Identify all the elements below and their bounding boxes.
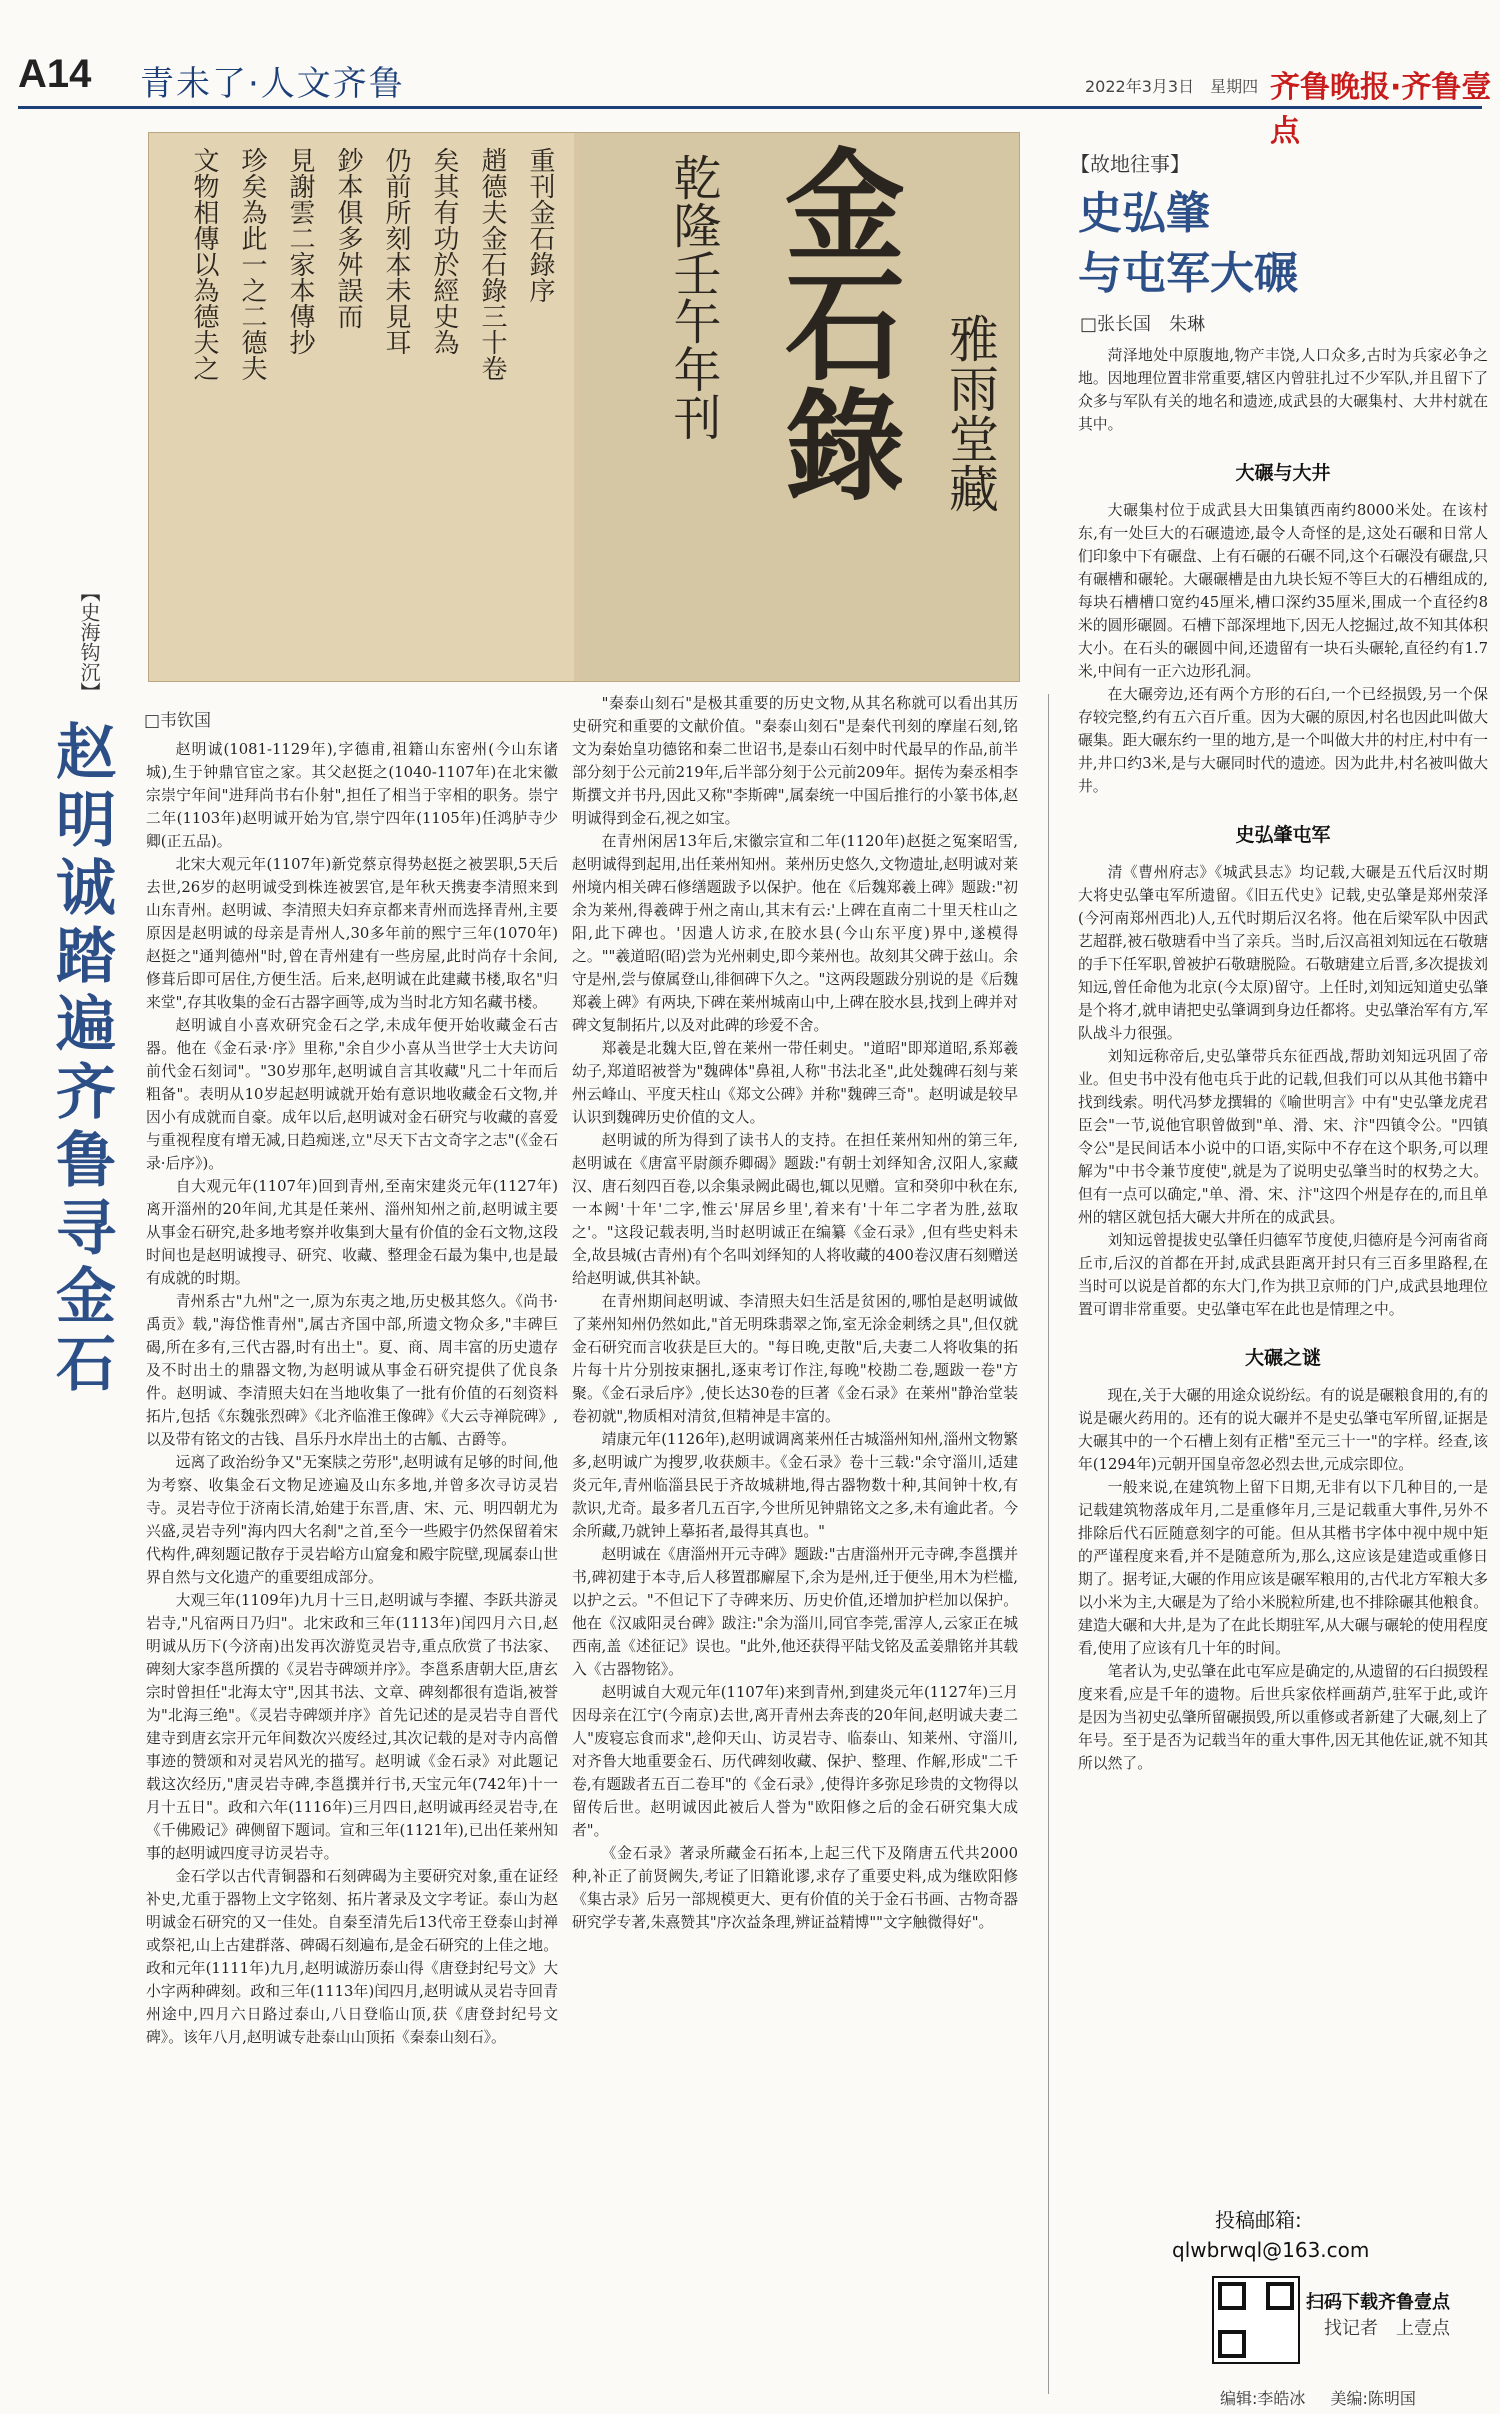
- right-headline: [1078, 184, 1298, 304]
- paragraph: 在大碾旁边,还有两个方形的石臼,一个已经损毁,另一个保存较完整,约有五六百斤重。因为大碾的原因,村名也因此叫做大碾集。距大碾东约一里的地方,是一个叫做大井的村庄,村中有一井,井口约3米,是与大碾同时代的遗迹。因为此井,村名被叫做大井。: [1078, 686, 1488, 795]
- paragraph: 赵明诚自小喜欢研究金石之学,未成年便开始收藏金石古器。他在《金石录·序》里称,"余自少小喜从当世学士大夫访问前代金石刻词"。"30岁那年,赵明诚自言其收藏"凡二十年而后粗备"。表明从10岁起赵明诚就开始有意识地收藏金石文物,并因小有成就而自豪。成年以后,赵明诚对金石研究与收藏的喜爱与重视程度有增无减,日趋痴迷,立"尽天下古文奇字之志"(《金石录·后序》)。: [146, 1017, 558, 1172]
- paragraph: 《金石录》著录所藏金石拓本,上起三代下及隋唐五代共2000种,补正了前贤阙失,考证了旧籍讹谬,求存了重要史料,成为继欧阳修《集古录》后另一部规模更大、更有价值的关于金石书画、古物奇器研究学专著,朱熹赞其"序次益条理,辨证益精博""文字触微得好"。: [572, 1845, 1018, 1931]
- credits: [1220, 2386, 1436, 2409]
- paragraph: 赵明诚(1081-1129年),字德甫,祖籍山东密州(今山东诸城),生于钟鼎官宦之家。其父赵挺之(1040-1107年)在北宋徽宗崇宁年间"进拜尚书右仆射",担任了相当于宰相的职务。崇宁二年(1103年)赵明诚开始为官,崇宁四年(1105年)任鸿胪寺少卿(正五品)。: [146, 741, 558, 850]
- section-1: [1078, 499, 1488, 798]
- newspaper-brand: 齐鲁晚报·齐鲁壹点: [1270, 70, 1492, 149]
- book-text-column: 鈔本俱多舛誤而: [333, 147, 363, 329]
- paragraph: 笔者认为,史弘肇在此屯军应是确定的,从遗留的石臼损毁程度来看,应是千年的遗物。后世兵家依样画葫芦,驻军于此,或许是因为当初史弘肇所留碾损毁,所以重修或者新建了大碾,刻上了年号。至于是否为记载当年的重大事件,因无其他佐证,就不知其所以然了。: [1078, 1663, 1488, 1772]
- paragraph: 大碾集村位于成武县大田集镇西南约8000米处。在该村东,有一处巨大的石碾遗迹,最令人奇怪的是,这处石碾和日常人们印象中下有碾盘、上有石碾的石碾不同,这个石碾没有碾盘,只有碾槽和碾轮。大碾碾槽是由九块长短不等巨大的石槽组成的,每块石槽槽口宽约45厘米,槽口深约35厘米,围成一个直径约8米的圆形碾圆。石槽下部深埋地下,因无人挖掘过,故不知其体积大小。在石头的碾圆中间,还遗留有一块石头碾轮,直径约有1.7米,中间有一正六边形孔洞。: [1078, 502, 1488, 680]
- book-left-page: [149, 133, 574, 681]
- page-number: A14: [18, 52, 92, 96]
- book-title: 金石錄: [765, 143, 906, 503]
- book-left-text: [180, 147, 564, 667]
- submission-email[interactable]: qlwbrwql@163.com: [1172, 2238, 1370, 2262]
- jinshilu-book-photo: [148, 132, 1020, 682]
- paragraph: 在青州期间赵明诚、李清照夫妇生活是贫困的,哪怕是赵明诚做了莱州知州仍然如此,"首无明珠翡翠之饰,室无涂金刺绣之具",但仅就金石研究而言收获是巨大的。"每日晚,吏散"后,夫妻二人将收集的拓片每十片分别按束捆扎,逐束考订作注,每晚"校勘二卷,题跋一卷"方聚。《金石录后序》,使长达30卷的巨著《金石录》在莱州"静治堂装卷初就",物质相对清贫,但精神是丰富的。: [572, 1293, 1018, 1425]
- paragraph: 刘知远曾提拔史弘肇任归德军节度使,归德府是今河南省商丘市,后汉的首都在开封,成武县距离开封只有三百多里路程,在当时可以说是首都的东大门,作为拱卫京师的门户,成武县地理位置可谓非常重要。史弘肇屯军在此也是情理之中。: [1078, 1232, 1488, 1318]
- headline: 赵明诚踏遍齐鲁寻金石: [46, 720, 116, 1400]
- right-headline-line1: 史弘肇: [1078, 188, 1210, 239]
- paragraph: 现在,关于大碾的用途众说纷纭。有的说是碾粮食用的,有的说是碾火药用的。还有的说大碾并不是史弘肇屯军所留,证据是大碾其中的一个石槽上刻有正楷"至元三十一"的字样。经查,该年(1294年)元朝开国皇帝忽必烈去世,元成宗即位。: [1078, 1387, 1488, 1473]
- book-right-page: [579, 133, 1019, 681]
- paragraph: 郑羲是北魏大臣,曾在莱州一带任刺史。"道昭"即郑道昭,系郑羲幼子,郑道昭被誉为"魏碑体"鼻祖,人称"书法北圣",此处魏碑石刻与莱州云峰山、平度天柱山《郑文公碑》并称"魏碑三奇"。赵明诚是较早认识到魏碑历史价值的文人。: [572, 1040, 1018, 1126]
- paragraph: 青州系古"九州"之一,原为东夷之地,历史极其悠久。《尚书·禹贡》载,"海岱惟青州",属古齐国中部,所遗文物众多,"丰碑巨碣,所在多有,三代古器,时有出土"。夏、商、周丰富的历史遗存及不时出土的鼎器文物,为赵明诚从事金石研究提供了优良条件。赵明诚、李清照夫妇在当地收集了一批有价值的石刻资料拓片,包括《东魏张烈碑》《北齐临淮王像碑》《大云寺禅院碑》,以及带有铭文的古钱、昌乐丹水岸出土的古觚、古爵等。: [146, 1293, 558, 1448]
- paragraph: 远离了政治纷争又"无案牍之劳形",赵明诚有足够的时间,他为考察、收集金石文物足迹遍及山东多地,并曾多次寻访灵岩寺。灵岩寺位于济南长清,始建于东晋,唐、宋、元、明四朝尤为兴盛,灵岩寺列"海内四大名刹"之首,至今一些殿宇仍然保留着宋代构件,碑刻题记散存于灵岩峪方山窟龛和殿宇院壁,现属泰山世界自然与文化遗产的重要组成部分。: [146, 1454, 558, 1586]
- editor-credit: 编辑:李皓冰: [1220, 2389, 1306, 2408]
- paragraph: "秦泰山刻石"是极其重要的历史文物,从其名称就可以看出其历史研究和重要的文献价值。"秦泰山刻石"是秦代刊刻的摩崖石刻,铭文为秦始皇功德铭和秦二世诏书,是泰山石刻中时代最早的作品,前半部分刻于公元前219年,后半部分刻于公元前209年。据传为秦丞相李斯撰文并书丹,因此又称"李斯碑",属秦统一中国后推行的小篆书体,赵明诚得到金石,视之如宝。: [572, 695, 1018, 827]
- book-text-column: 珍矣為此一之二德夫: [237, 147, 267, 381]
- book-text-column: 重刊金石錄序: [525, 147, 555, 303]
- paragraph: 在青州闲居13年后,宋徽宗宣和二年(1120年)赵挺之冤案昭雪,赵明诚得到起用,出任莱州知州。莱州历史悠久,文物遗址,赵明诚对莱州境内相关碑石修缮题跋予以保护。他在《后魏郑羲上碑》题跋:"初余为莱州,得羲碑于州之南山,其末有云:'上碑在直南二十里天柱山之阳,此下碑也。'因遣人访求,在胶水县(今山东平度)界中,遂模得之。""羲道昭(昭)尝为光州刺史,即今莱州也。故刻其父碑于兹山。余守是州,尝与僚属登山,徘徊碑下久之。"这两段题跋分别说的是《后魏郑羲上碑》有两块,下碑在莱州城南山中,上碑在胶水县,找到上碑并对碑文复制拓片,以及对此碑的珍爱不舍。: [572, 833, 1018, 1034]
- column-tag: 【史海钩沉】: [77, 582, 101, 702]
- header-rule: [18, 106, 1482, 109]
- paragraph: 赵明诚的所为得到了读书人的支持。在担任莱州知州的第三年,赵明诚在《唐富平尉颜乔卿碣》题跋:"有朝士刘绎知舍,汉阳人,家藏汉、唐石刻四百卷,以余集录阙此碣也,辄以见赠。宣和癸卯中秋在东,一本阙'十年'二字,惟云'屏居乡里',着来有'十年二字者为胜,兹取之'。"这段记载表明,当时赵明诚正在编纂《金石录》,但有些史料未全,故县城(古青州)有个名叫刘绎知的人将收藏的400卷汉唐石刻赠送给赵明诚,供其补缺。: [572, 1132, 1018, 1287]
- paragraph: 赵明诚自大观元年(1107年)来到青州,到建炎元年(1127年)三月因母亲在江宁(今南京)去世,离开青州去奔丧的20年间,赵明诚夫妻二人"废寝忘食而求",趁仰天山、访灵岩寺、临泰山、知莱州、守淄川,对齐鲁大地重要金石、历代碑刻收藏、保护、整理、作解,形成"二千卷,有题跋者五百二卷耳"的《金石录》,使得许多弥足珍贵的文物得以留传后世。赵明诚因此被后人誉为"欧阳修之后的金石研究集大成者"。: [572, 1684, 1018, 1839]
- qr-code-icon[interactable]: [1212, 2276, 1300, 2364]
- right-headline-line2: 与屯军大碾: [1078, 248, 1298, 299]
- paragraph: 靖康元年(1126年),赵明诚调离莱州任古城淄州知州,淄州文物繁多,赵明诚广为搜罗,收获颇丰。《金石录》卷十三载:"余守淄川,适建炎元年,青州临淄县民于齐故城耕地,得古器物数十种,其间钟十枚,有款识,尤奇。最多者几五百字,今世所见钟鼎铭文之多,未有逾此者。今余所藏,乃就钟上摹拓者,最得其真也。": [572, 1431, 1018, 1540]
- section-2: [1078, 861, 1488, 1321]
- qr-title: 扫码下载齐鲁壹点: [1306, 2292, 1450, 2313]
- paragraph: 大观三年(1109年)九月十三日,赵明诚与李擢、李跃共游灵岩寺,"凡宿两日乃归"。北宋政和三年(1113年)闰四月六日,赵明诚从历下(今济南)出发再次游览灵岩寺,重点欣赏了书法家、碑刻大家李邕所撰的《灵岩寺碑颂并序》。李邕系唐朝大臣,唐玄宗时曾担任"北海太守",因其书法、文章、碑刻都很有造诣,被誉为"北海三绝"。《灵岩寺碑颂并序》首先记述的是灵岩寺自晋代建寺到唐玄宗开元年间数次兴废经过,其次记载的是对寺内高僧事迹的赞颂和对灵岩风光的描写。赵明诚《金石录》对此题记载这次经历,"唐灵岩寺碑,李邕撰并行书,天宝元年(742年)十一月十五日"。政和六年(1116年)三月四日,赵明诚再经灵岩寺,在《千佛殿记》碑侧留下题词。宣和三年(1121年),已出任莱州知事的赵明诚四度寻访灵岩寺。: [146, 1592, 558, 1862]
- book-text-column: 見謝雲二家本傳抄: [285, 147, 315, 355]
- paragraph: 金石学以古代青铜器和石刻碑碣为主要研究对象,重在证经补史,尤重于器物上文字铭刻、拓片著录及文字考证。泰山为赵明诚金石研究的又一佳处。自秦至清先后13代帝王登泰山封禅或祭祀,山上古建群落、碑碣石刻遍布,是金石研究的上佳之地。政和元年(1111年)九月,赵明诚游历泰山得《唐登封纪号文》大小字两种碑刻。政和三年(1113年)闰四月,赵明诚从灵岩寺回青州途中,四月六日路过泰山,八日登临山顶,获《唐登封纪号文碑》。该年八月,赵明诚专赴泰山山顶拓《秦泰山刻石》。: [146, 1868, 558, 2046]
- subhead-3: 大碾之谜: [1244, 1347, 1321, 1369]
- article-byline: □韦钦国: [144, 711, 212, 731]
- designer-credit: 美编:陈明国: [1330, 2389, 1416, 2408]
- section-title: 青未了·人文齐鲁: [140, 64, 405, 104]
- right-column-tag: 【故地往事】: [1070, 152, 1190, 176]
- masthead: [0, 0, 1500, 149]
- paragraph: 一般来说,在建筑物上留下日期,无非有以下几种目的,一是记载建筑物落成年月,二是重修年月,三是记载重大事件,另外不排除后代石匠随意刻字的可能。但从其楷书字体中视中规中矩的严谨程度来看,并不是随意所为,那么,这应该是建造或重修日期了。据考证,大碾的作用应该是碾军粮用的,古代北方军粮大多以小米为主,大碾是为了给小米脱粒所建,也不排除碾其他粮食。建造大碾和大井,是为了在此长期驻军,从大碾与碾轮的使用程度看,使用了应该有几十年的时间。: [1078, 1479, 1488, 1657]
- paragraph: 清《曹州府志》《城武县志》均记载,大碾是五代后汉时期大将史弘肇屯军所遗留。《旧五代史》记载,史弘肇是郑州荥泽(今河南郑州西北)人,五代时期后汉名将。他在后梁军队中因武艺超群,被石敬瑭看中当了亲兵。当时,后汉高祖刘知远在石敬瑭的手下任军职,曾被护石敬瑭脱险。石敬瑭建立后晋,多次提拔刘知远,曾任命他为北京(今太原)留守。上任时,刘知远知道史弘肇是个将才,就申请把史弘肇调到身边任都将。史弘肇治军有方,军队战斗力很强。: [1078, 864, 1488, 1042]
- book-text-column: 仍前所刻本未見耳: [381, 147, 411, 355]
- qr-subtitle: 找记者 上壹点: [1324, 2318, 1450, 2339]
- paragraph: 自大观元年(1107年)回到青州,至南宋建炎元年(1127年)离开淄州的20年间,尤其是任莱州、淄州知州之前,赵明诚主要从事金石研究,赴多地考察并收集到大量有价值的金石文物,这段时间也是赵明诚搜寻、研究、收藏、整理金石最为集中,也是最有成就的时期。: [146, 1178, 558, 1287]
- book-publish-year: 乾隆壬午年刊: [665, 153, 721, 441]
- paragraph: 刘知远称帝后,史弘肇带兵东征西战,帮助刘知远巩固了帝业。但史书中没有他屯兵于此的记载,但我们可以从其他书籍中找到线索。明代冯梦龙撰辑的《喻世明言》中有"史弘肇龙虎君臣会"一节,说他官职曾做到"单、滑、宋、汴"四镇令公。"四镇令公"是民间话本小说中的口语,实际中不存在这个职务,可以理解为"中书令兼节度使",就是为了说明史弘肇当时的权势之大。但有一点可以确定,"单、滑、宋、汴"这四个州是存在的,而且单州的辖区就包括大碾大井所在的成武县。: [1078, 1048, 1488, 1226]
- article-column-2: [572, 692, 1018, 2392]
- section-3: [1078, 1384, 1488, 1775]
- mailbox-label: 投稿邮箱:: [1215, 2208, 1302, 2232]
- paragraph: 北宋大观元年(1107年)新党蔡京得势赵挺之被罢职,5天后去世,26岁的赵明诚受到株连被罢官,是年秋天携妻李清照来到山东青州。赵明诚、李清照夫妇弃京都来青州而选择青州,主要原因是赵明诚的母亲是青州人,30多年前的熙宁三年(1070年)赵挺之"通判德州"时,曾在青州建有一些房屋,此时尚存十余间,修葺后即可居住,方便生活。后来,赵明诚在此建藏书楼,取名"归来堂",存其收集的金石古器字画等,成为当时北方知名藏书楼。: [146, 856, 558, 1011]
- book-publisher: 雅雨堂藏: [941, 313, 999, 513]
- paragraph: 赵明诚在《唐淄州开元寺碑》题跋:"古唐淄州开元寺碑,李邕撰并书,碑初建于本寺,后人移置郡廨屋下,余为是州,迁于便坐,用木为栏槛,以护之云。"不但记下了寺碑来历、历史价值,还增加护栏加以保护。他在《汉戚阳灵台碑》跋注:"余为淄川,同官李莞,雷淳人,云家正在城西南,盖《述征记》误也。"此外,他还获得平陆戈铭及孟姜鼎铭并其载入《古器物铭》。: [572, 1546, 1018, 1678]
- book-text-column: 趙德夫金石錄三十卷: [477, 147, 507, 381]
- book-text-column: 文物相傳以為德夫之: [189, 147, 219, 381]
- book-text-column: 矣其有功於經史為: [429, 147, 459, 355]
- intro-paragraph: 菏泽地处中原腹地,物产丰饶,人口众多,古时为兵家必争之地。因地理位置非常重要,辖区内曾驻扎过不少军队,并且留下了众多与军队有关的地名和遗迹,成武县的大碾集村、大井村就在其中。: [1078, 347, 1488, 433]
- subhead-1: 大碾与大井: [1235, 462, 1331, 484]
- article-column-1: [146, 738, 558, 2378]
- issue-date: 2022年3月3日 星期四: [1085, 77, 1259, 96]
- subhead-2: 史弘肇屯军: [1235, 824, 1331, 846]
- right-article-body: [1078, 344, 1488, 2104]
- right-byline: □张长国 朱琳: [1080, 314, 1206, 335]
- column-divider: [1048, 694, 1049, 2394]
